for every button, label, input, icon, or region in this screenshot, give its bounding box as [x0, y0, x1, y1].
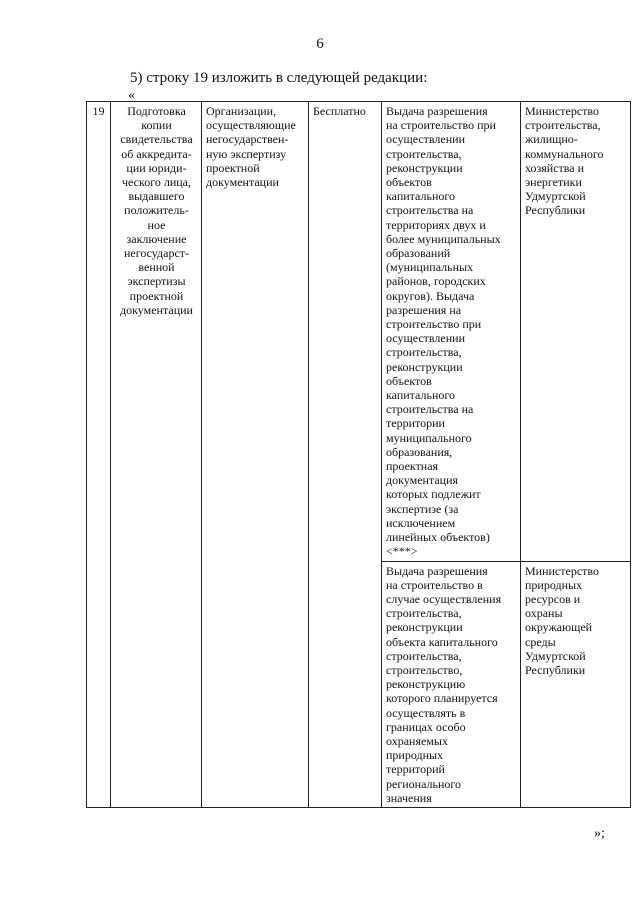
- amendment-intro: 5) строку 19 изложить в следующей редакции:: [130, 70, 428, 86]
- service-name-cell: Подготовка копии свидетельства об аккредита- ции юриди- ческого лица, выдавшего положитель- ное заключение негосударст- венной экспертизы проектной документации: [111, 102, 202, 808]
- ministry-cell-1: Министерство строительства, жилищно- коммунального хозяйства и энергетики Удмуртской Республики: [521, 102, 631, 562]
- row-number-cell: 19: [87, 102, 111, 808]
- ministry-cell-2: Министерство природных ресурсов и охраны окружающей среды Удмуртской Республики: [521, 561, 631, 807]
- organization-cell: Организации, осуществляющие негосударствен- ную экспертизу проектной документации: [202, 102, 309, 808]
- table-row: [87, 102, 631, 562]
- price-cell: Бесплатно: [309, 102, 382, 808]
- permit-cell-2: Выдача разрешения на строительство в случае осуществления строительства, реконструкции объекта капитального строительства, строительство, реконструкцию которого планируется осуществлять в границах особо охраняемых природных территорий регионального значения: [382, 561, 521, 807]
- page-number: 6: [316, 36, 324, 52]
- opening-quote: «: [128, 88, 135, 103]
- service-table: [86, 101, 631, 808]
- permit-cell-1: Выдача разрешения на строительство при осуществлении строительства, реконструкции объектов капитального строительства на территориях двух и более муниципальных образований (муниципальных районов, городских округов). Выдача разрешения на строительство при осуществлении строительства, реконструкции объектов капитального строительства на территории муниципального образования, проектная документация которых подлежит экспертизе (за исключением линейных объектов) <***>: [382, 102, 521, 562]
- closing-quote: »;: [594, 826, 605, 841]
